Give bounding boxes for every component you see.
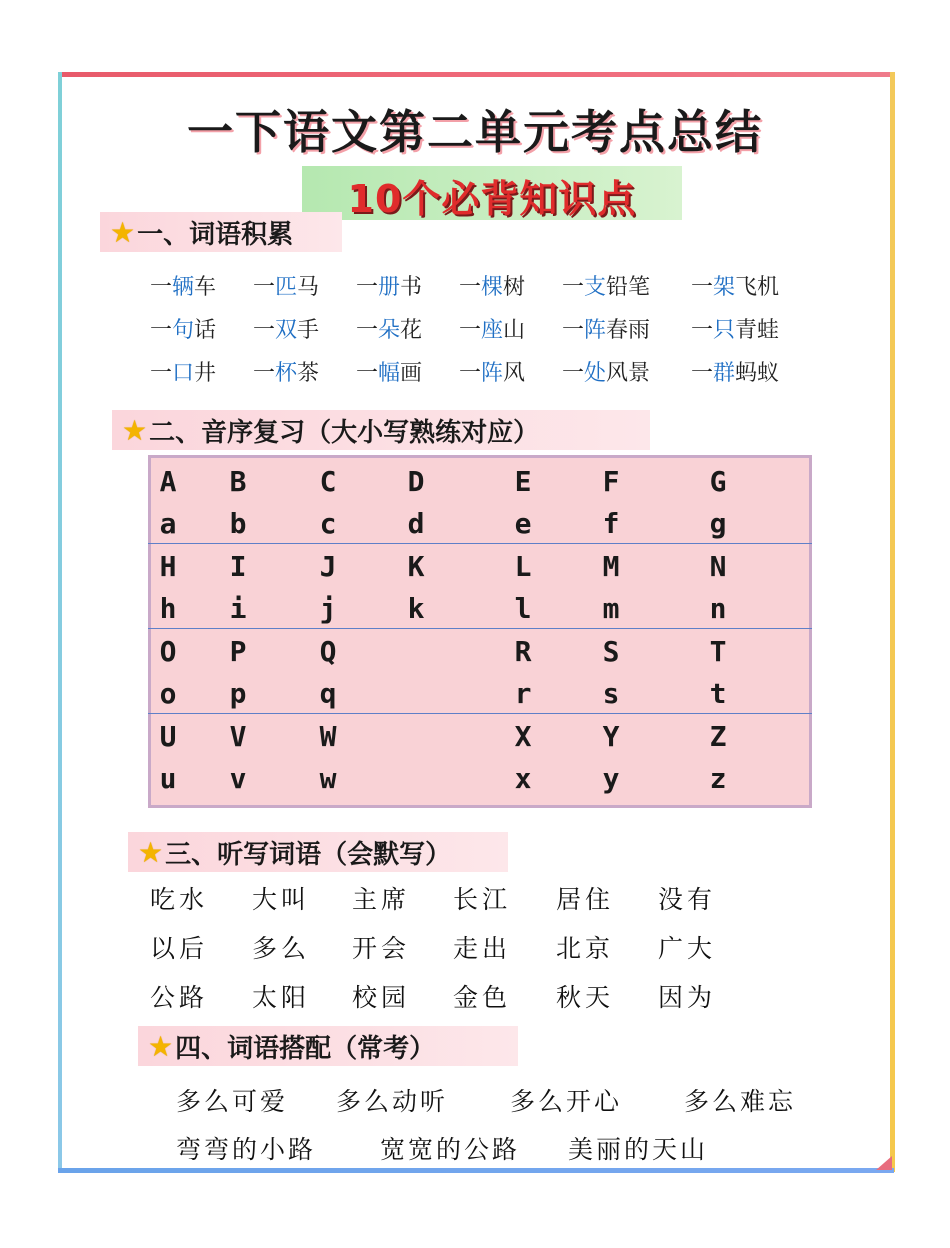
section-heading-collocation bbox=[138, 1026, 518, 1066]
star-icon: ★ bbox=[138, 835, 164, 869]
dictation-word: 主席 bbox=[352, 885, 411, 914]
measure-word: 口 bbox=[172, 361, 195, 386]
uppercase-letter: E bbox=[514, 465, 532, 498]
measure-word: 支 bbox=[584, 275, 607, 300]
measure-word: 处 bbox=[584, 361, 607, 386]
uppercase-letter: Z bbox=[709, 720, 727, 753]
vocabulary-item bbox=[562, 313, 650, 344]
dictation-word: 太阳 bbox=[252, 983, 311, 1012]
section-label: 一、词语积累 bbox=[137, 219, 294, 250]
measure-word: 册 bbox=[378, 275, 401, 300]
section-label: 二、音序复习（大小写熟练对应） bbox=[149, 417, 540, 448]
vocabulary-item bbox=[459, 356, 525, 387]
alphabet-row-divider bbox=[148, 543, 812, 544]
measure-word: 辆 bbox=[172, 275, 195, 300]
dictation-word: 大叫 bbox=[252, 885, 311, 914]
uppercase-letter: O bbox=[159, 635, 177, 668]
vocabulary-text: 一 bbox=[459, 361, 482, 386]
uppercase-letter: A bbox=[159, 465, 177, 498]
measure-word: 幅 bbox=[378, 361, 401, 386]
vocabulary-text: 手 bbox=[297, 318, 320, 343]
vocabulary-text: 一 bbox=[691, 275, 714, 300]
collocation-phrase: 多么可爱 bbox=[176, 1087, 289, 1116]
section-heading-alphabet bbox=[112, 410, 650, 450]
vocabulary-text: 一 bbox=[562, 275, 585, 300]
vocabulary-item bbox=[356, 313, 422, 344]
vocabulary-text: 一 bbox=[562, 361, 585, 386]
lowercase-letter: x bbox=[514, 762, 532, 795]
lowercase-letter: c bbox=[319, 507, 337, 540]
lowercase-letter: v bbox=[229, 762, 247, 795]
vocabulary-text: 飞机 bbox=[735, 275, 780, 300]
lowercase-letter: k bbox=[407, 592, 425, 625]
collocation-phrase: 多么动听 bbox=[336, 1087, 449, 1116]
lowercase-letter: m bbox=[602, 592, 620, 625]
collocation-phrase: 美丽的天山 bbox=[568, 1135, 709, 1164]
lowercase-letter: r bbox=[514, 677, 532, 710]
collocation-phrase: 多么难忘 bbox=[684, 1087, 797, 1116]
lowercase-letter: u bbox=[159, 762, 177, 795]
measure-word: 只 bbox=[713, 318, 736, 343]
dictation-word: 以后 bbox=[150, 934, 209, 963]
collocation-phrase: 多么开心 bbox=[510, 1087, 623, 1116]
lowercase-letter: i bbox=[229, 592, 247, 625]
vocabulary-text: 一 bbox=[150, 318, 173, 343]
uppercase-letter: T bbox=[709, 635, 727, 668]
vocabulary-text: 井 bbox=[194, 361, 217, 386]
measure-word: 棵 bbox=[481, 275, 504, 300]
uppercase-letter: P bbox=[229, 635, 247, 668]
vocabulary-text: 一 bbox=[356, 361, 379, 386]
vocabulary-text: 画 bbox=[400, 361, 423, 386]
dictation-word: 公路 bbox=[150, 983, 209, 1012]
measure-word: 阵 bbox=[584, 318, 607, 343]
lowercase-letter: b bbox=[229, 507, 247, 540]
dictation-word: 秋天 bbox=[556, 983, 615, 1012]
vocabulary-text: 一 bbox=[562, 318, 585, 343]
uppercase-letter: D bbox=[407, 465, 425, 498]
uppercase-letter: S bbox=[602, 635, 620, 668]
collocation-phrase: 弯弯的小路 bbox=[176, 1135, 317, 1164]
dictation-word: 居住 bbox=[556, 885, 615, 914]
alphabet-row-divider bbox=[148, 628, 812, 629]
vocabulary-item bbox=[562, 356, 650, 387]
measure-word: 匹 bbox=[275, 275, 298, 300]
vocabulary-item bbox=[253, 313, 319, 344]
vocabulary-text: 茶 bbox=[297, 361, 320, 386]
vocabulary-text: 树 bbox=[503, 275, 526, 300]
dictation-word: 北京 bbox=[556, 934, 615, 963]
dictation-word: 长江 bbox=[453, 885, 512, 914]
vocabulary-item bbox=[150, 270, 216, 301]
lowercase-letter: y bbox=[602, 762, 620, 795]
measure-word: 阵 bbox=[481, 361, 504, 386]
uppercase-letter: U bbox=[159, 720, 177, 753]
measure-word: 双 bbox=[275, 318, 298, 343]
dictation-word: 走出 bbox=[453, 934, 512, 963]
lowercase-letter: q bbox=[319, 677, 337, 710]
lowercase-letter: o bbox=[159, 677, 177, 710]
vocabulary-text: 一 bbox=[253, 275, 276, 300]
dictation-word: 开会 bbox=[352, 934, 411, 963]
vocabulary-item bbox=[356, 356, 422, 387]
vocabulary-text: 一 bbox=[150, 275, 173, 300]
vocabulary-text: 话 bbox=[194, 318, 217, 343]
vocabulary-text: 青蛙 bbox=[735, 318, 780, 343]
lowercase-letter: n bbox=[709, 592, 727, 625]
vocabulary-text: 一 bbox=[150, 361, 173, 386]
uppercase-letter: M bbox=[602, 550, 620, 583]
lowercase-letter: s bbox=[602, 677, 620, 710]
uppercase-letter: Y bbox=[602, 720, 620, 753]
star-icon: ★ bbox=[110, 215, 136, 249]
lowercase-letter: j bbox=[319, 592, 337, 625]
frame-bottom-border bbox=[58, 1168, 894, 1173]
vocabulary-text: 山 bbox=[503, 318, 526, 343]
vocabulary-item bbox=[562, 270, 650, 301]
lowercase-letter: d bbox=[407, 507, 425, 540]
uppercase-letter: X bbox=[514, 720, 532, 753]
vocabulary-item bbox=[253, 270, 319, 301]
collocation-phrase: 宽宽的公路 bbox=[380, 1135, 521, 1164]
uppercase-letter: Q bbox=[319, 635, 337, 668]
uppercase-letter: F bbox=[602, 465, 620, 498]
vocabulary-text: 马 bbox=[297, 275, 320, 300]
uppercase-letter: R bbox=[514, 635, 532, 668]
page-title: 一下语文第二单元考点总结 bbox=[187, 105, 763, 159]
lowercase-letter: l bbox=[514, 592, 532, 625]
lowercase-letter: a bbox=[159, 507, 177, 540]
vocabulary-item bbox=[691, 313, 779, 344]
vocabulary-text: 风 bbox=[503, 361, 526, 386]
star-icon: ★ bbox=[148, 1029, 174, 1063]
vocabulary-item bbox=[459, 313, 525, 344]
measure-word: 朵 bbox=[378, 318, 401, 343]
lowercase-letter: w bbox=[319, 762, 337, 795]
measure-word: 架 bbox=[713, 275, 736, 300]
vocabulary-text: 花 bbox=[400, 318, 423, 343]
dictation-word: 广大 bbox=[658, 934, 717, 963]
dictation-word: 因为 bbox=[658, 983, 717, 1012]
uppercase-letter: B bbox=[229, 465, 247, 498]
vocabulary-text: 一 bbox=[691, 318, 714, 343]
page-subtitle: 10个必背知识点 bbox=[347, 177, 637, 221]
corner-decoration bbox=[876, 1156, 892, 1170]
uppercase-letter: I bbox=[229, 550, 247, 583]
vocabulary-text: 一 bbox=[253, 318, 276, 343]
lowercase-letter: t bbox=[709, 677, 727, 710]
vocabulary-item bbox=[150, 313, 216, 344]
section-heading-dictation bbox=[128, 832, 508, 872]
vocabulary-item bbox=[356, 270, 422, 301]
vocabulary-text: 书 bbox=[400, 275, 423, 300]
alphabet-row-divider bbox=[148, 713, 812, 714]
vocabulary-text: 一 bbox=[691, 361, 714, 386]
lowercase-letter: h bbox=[159, 592, 177, 625]
vocabulary-text: 车 bbox=[194, 275, 217, 300]
lowercase-letter: z bbox=[709, 762, 727, 795]
uppercase-letter: G bbox=[709, 465, 727, 498]
lowercase-letter: p bbox=[229, 677, 247, 710]
dictation-word: 吃水 bbox=[150, 885, 209, 914]
star-icon: ★ bbox=[122, 413, 148, 447]
dictation-word: 金色 bbox=[453, 983, 512, 1012]
dictation-word: 多么 bbox=[252, 934, 311, 963]
uppercase-letter: L bbox=[514, 550, 532, 583]
vocabulary-text: 春雨 bbox=[606, 318, 651, 343]
lowercase-letter: e bbox=[514, 507, 532, 540]
measure-word: 杯 bbox=[275, 361, 298, 386]
vocabulary-text: 风景 bbox=[606, 361, 651, 386]
uppercase-letter: C bbox=[319, 465, 337, 498]
vocabulary-item bbox=[691, 356, 779, 387]
uppercase-letter: J bbox=[319, 550, 337, 583]
vocabulary-item bbox=[459, 270, 525, 301]
uppercase-letter: V bbox=[229, 720, 247, 753]
measure-word: 座 bbox=[481, 318, 504, 343]
uppercase-letter: N bbox=[709, 550, 727, 583]
frame-right-border bbox=[890, 72, 895, 1172]
vocabulary-item bbox=[253, 356, 319, 387]
section-label: 三、听写词语（会默写） bbox=[165, 839, 452, 870]
vocabulary-text: 蚂蚁 bbox=[735, 361, 780, 386]
section-heading-vocabulary bbox=[100, 212, 342, 252]
vocabulary-text: 铅笔 bbox=[606, 275, 651, 300]
vocabulary-text: 一 bbox=[459, 318, 482, 343]
section-label: 四、词语搭配（常考） bbox=[175, 1033, 436, 1064]
vocabulary-text: 一 bbox=[356, 275, 379, 300]
vocabulary-text: 一 bbox=[356, 318, 379, 343]
uppercase-letter: K bbox=[407, 550, 425, 583]
frame-left-border bbox=[58, 72, 62, 1172]
vocabulary-item bbox=[691, 270, 779, 301]
uppercase-letter: H bbox=[159, 550, 177, 583]
uppercase-letter: W bbox=[319, 720, 337, 753]
lowercase-letter: g bbox=[709, 507, 727, 540]
frame-top-border bbox=[58, 72, 894, 77]
measure-word: 群 bbox=[713, 361, 736, 386]
measure-word: 句 bbox=[172, 318, 195, 343]
dictation-word: 校园 bbox=[352, 983, 411, 1012]
lowercase-letter: f bbox=[602, 507, 620, 540]
vocabulary-text: 一 bbox=[459, 275, 482, 300]
vocabulary-item bbox=[150, 356, 216, 387]
dictation-word: 没有 bbox=[658, 885, 717, 914]
vocabulary-text: 一 bbox=[253, 361, 276, 386]
